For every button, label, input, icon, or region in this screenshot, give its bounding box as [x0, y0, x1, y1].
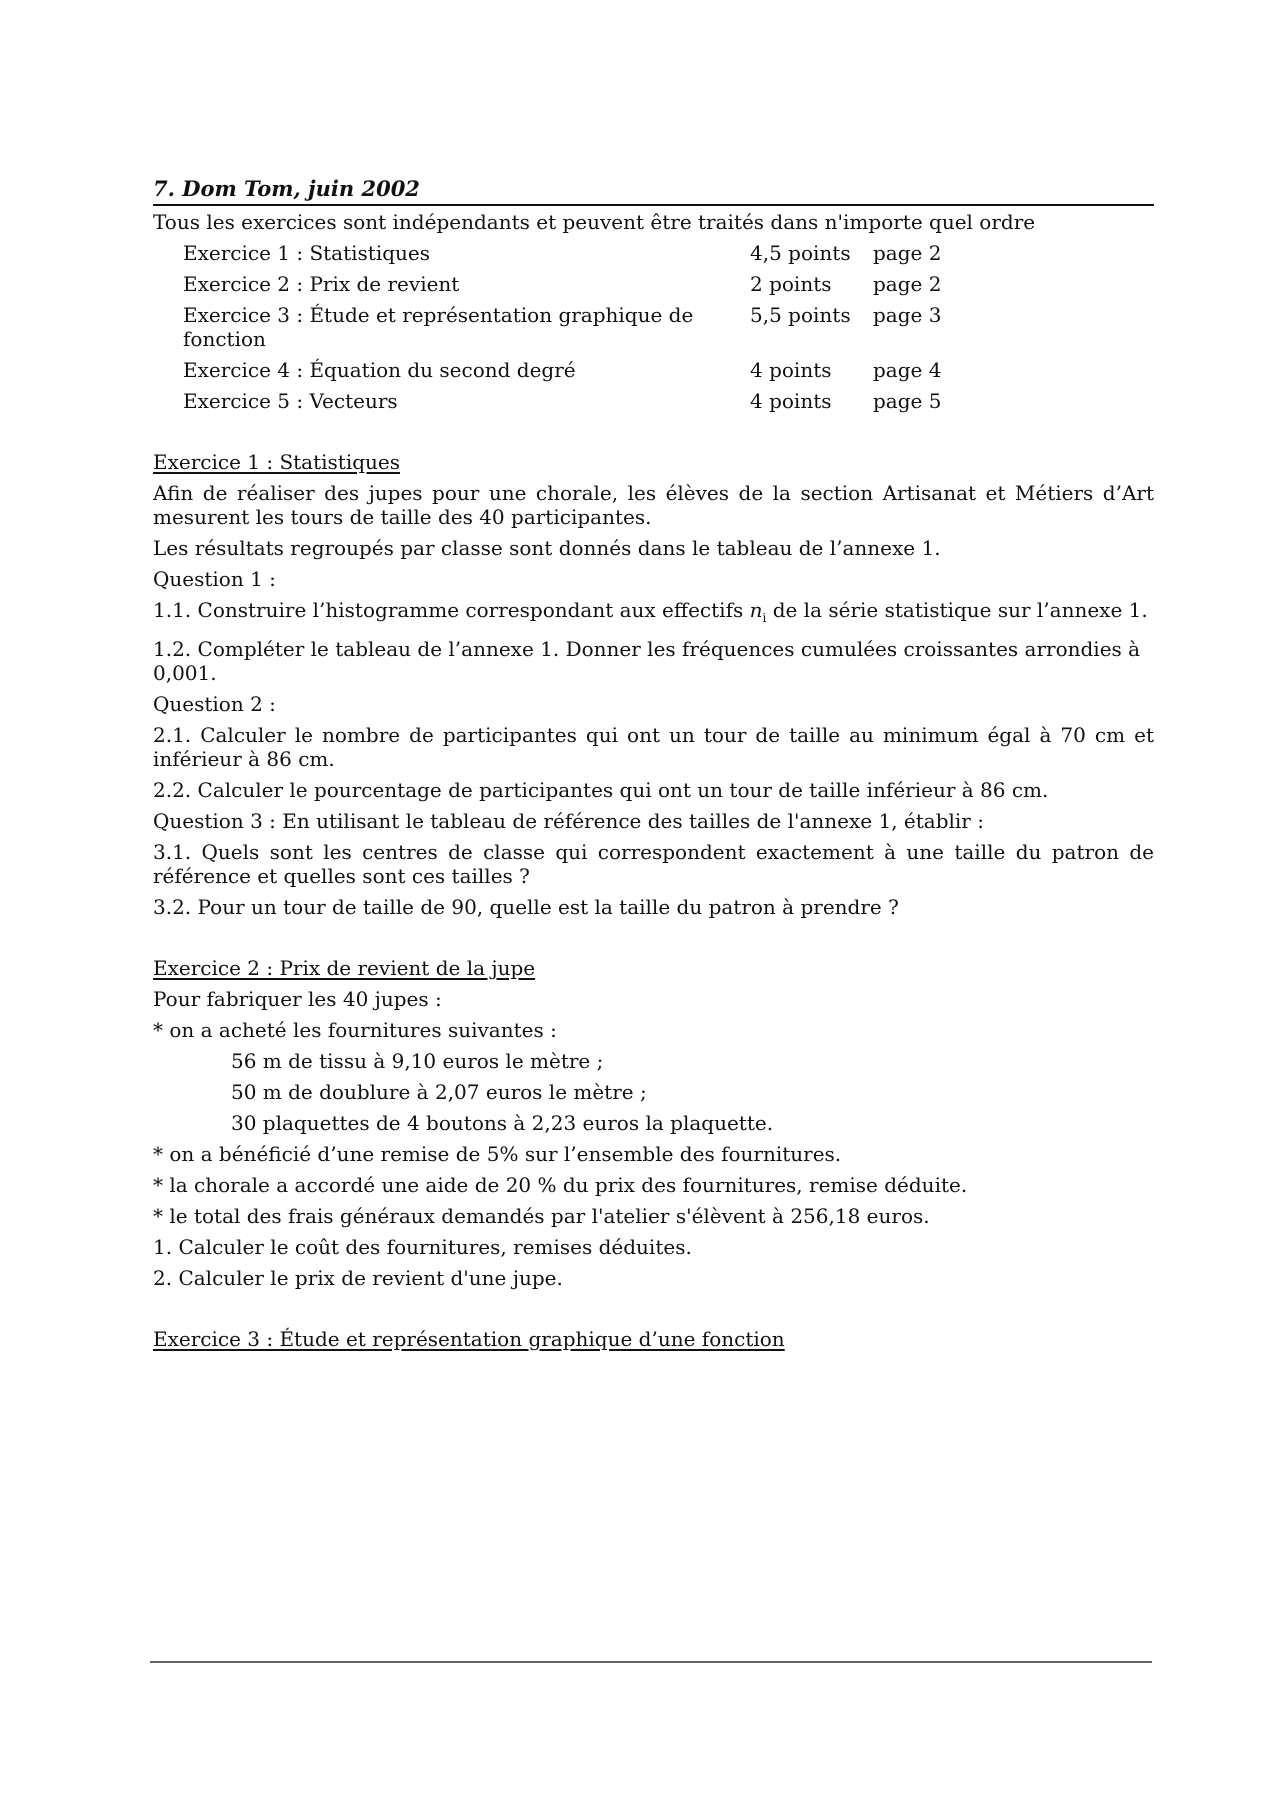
exercise-2-paragraph: * le total des frais généraux demandés par l'atelier s'élèvent à 256,18 euros. [153, 1204, 930, 1228]
footer-divider [150, 1661, 1152, 1663]
supply-item: 30 plaquettes de 4 boutons à 2,23 euros la plaquette. [231, 1111, 774, 1135]
math-symbol: n [749, 598, 763, 622]
question-item: 3.1. Quels sont les centres de classe qui correspondent exactement à une taille du patron de référence et quelles sont ces tailles ? [153, 840, 1154, 888]
intro-text: Tous les exercices sont indépendants et peuvent être traités dans n'importe quel ordre [153, 210, 1036, 234]
exercise-page: page 2 [873, 272, 942, 296]
exercise-list-item [183, 265, 1154, 296]
question-item: 2.2. Calculer le pourcentage de participantes qui ont un tour de taille inférieur à 86 cm. [153, 778, 1049, 802]
exercise-points: 2 points [750, 272, 832, 296]
exercise-label: Exercice 2 : Prix de revient [183, 272, 460, 296]
question-item: 1.2. Compléter le tableau de l’annexe 1. Donner les fréquences cumulées croissantes arrondies à 0,001. [153, 637, 1141, 685]
question-text: 1.1. Construire l’histogramme correspondant aux effectifs [153, 598, 744, 622]
question-text: de la série statistique sur l’annexe 1. [772, 598, 1148, 622]
exercise-page: page 5 [873, 389, 942, 413]
exercise-label: Exercice 5 : Vecteurs [183, 389, 398, 413]
exercise-1-paragraph: Les résultats regroupés par classe sont donnés dans le tableau de l’annexe 1. [153, 536, 941, 560]
exercise-2-paragraph: * la chorale a accordé une aide de 20 % du prix des fournitures, remise déduite. [153, 1173, 968, 1197]
exercise-label: Exercice 3 : Étude et représentation graphique de fonction [183, 303, 694, 351]
exercise-list-item [183, 351, 1154, 382]
exercise-2-paragraph: * on a acheté les fournitures suivantes : [153, 1018, 557, 1042]
exercise-1-paragraph: Afin de réaliser des jupes pour une chorale, les élèves de la section Artisanat et Métiers d’Art mesurent les tours de taille des 40 participantes. [153, 481, 1154, 529]
question-heading: Question 1 : [153, 567, 276, 591]
exercise-points: 4 points [750, 358, 832, 382]
exercise-points: 5,5 points [750, 303, 851, 327]
supply-item: 56 m de tissu à 9,10 euros le mètre ; [231, 1049, 604, 1073]
exercise-list-item [183, 234, 1154, 265]
exercise-points: 4 points [750, 389, 832, 413]
exercise-2-paragraph: Pour fabriquer les 40 jupes : [153, 987, 442, 1011]
question-item: 2. Calculer le prix de revient d'une jupe. [153, 1266, 563, 1290]
question-item: 1. Calculer le coût des fournitures, remises déduites. [153, 1235, 692, 1259]
page-title: 7. Dom Tom, juin 2002 [153, 176, 1154, 206]
exercise-1-heading: Exercice 1 : Statistiques [153, 450, 401, 474]
question-item [153, 591, 1154, 630]
exercise-list-item [183, 382, 1154, 413]
document-page [153, 176, 1154, 1351]
exercise-3-heading: Exercice 3 : Étude et représentation graphique d’une fonction [153, 1327, 785, 1351]
exercise-list-item [183, 296, 1154, 351]
question-heading: Question 2 : [153, 692, 276, 716]
question-heading: Question 3 : En utilisant le tableau de référence des tailles de l'annexe 1, établir : [153, 809, 984, 833]
exercise-page: page 2 [873, 241, 942, 265]
exercise-list [183, 234, 1154, 413]
math-variable [749, 598, 767, 625]
exercise-label: Exercice 4 : Équation du second degré [183, 358, 576, 382]
exercise-label: Exercice 1 : Statistiques [183, 241, 431, 265]
exercise-2-heading: Exercice 2 : Prix de revient de la jupe [153, 956, 536, 980]
exercise-page: page 3 [873, 303, 942, 327]
exercise-page: page 4 [873, 358, 942, 382]
exercise-points: 4,5 points [750, 241, 851, 265]
supply-item: 50 m de doublure à 2,07 euros le mètre ; [231, 1080, 647, 1104]
exercise-2-paragraph: * on a bénéficié d’une remise de 5% sur l’ensemble des fournitures. [153, 1142, 842, 1166]
math-subscript: i [762, 611, 767, 625]
question-item: 3.2. Pour un tour de taille de 90, quelle est la taille du patron à prendre ? [153, 895, 899, 919]
question-item: 2.1. Calculer le nombre de participantes qui ont un tour de taille au minimum égal à 70 cm et inférieur à 86 cm. [153, 723, 1154, 771]
